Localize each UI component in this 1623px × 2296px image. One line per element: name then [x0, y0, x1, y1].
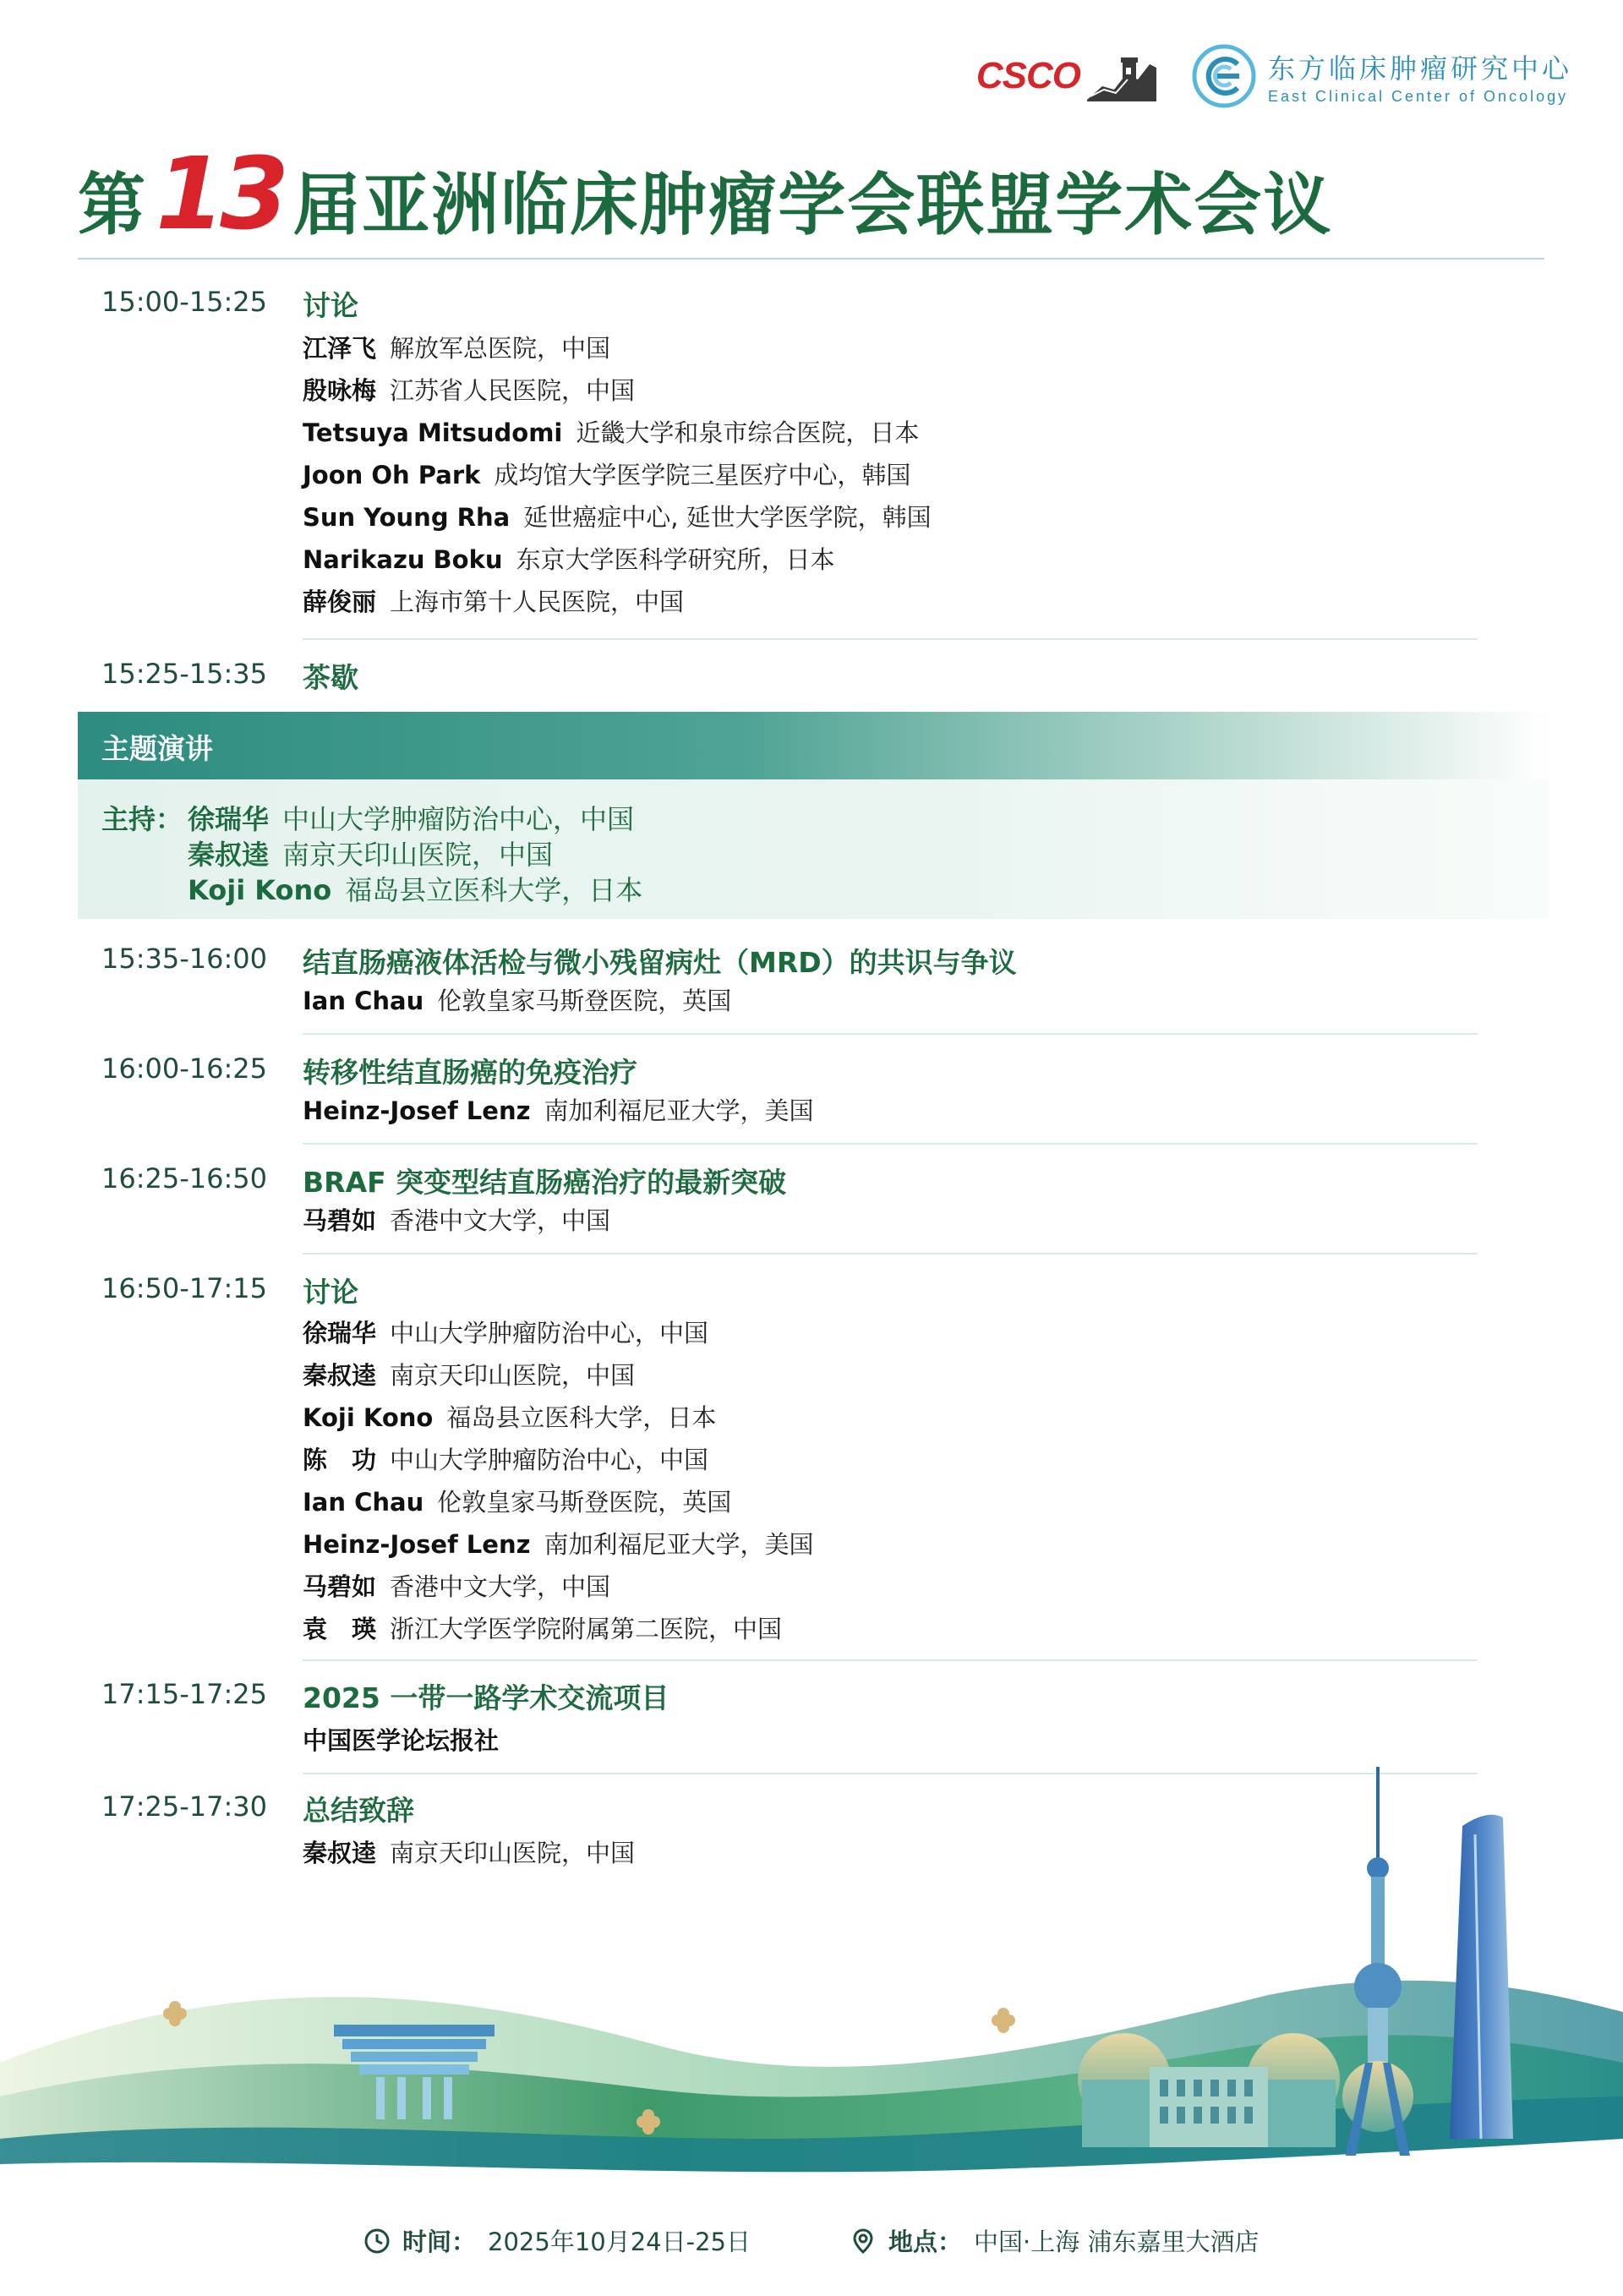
ecco-logo — [1192, 44, 1572, 108]
chair: Koji Kono 福岛县立医科大学，日本 — [188, 874, 643, 906]
panelist: Narikazu Boku 东京大学医科学研究所，日本 — [303, 545, 835, 574]
organizer: 中国医学论坛报社 — [303, 1726, 500, 1755]
panelist: 袁 瑛 浙江大学医学院附属第二医院，中国 — [303, 1615, 783, 1643]
row-divider — [303, 1033, 1478, 1035]
oriental-pearl-tower-icon — [1342, 1767, 1413, 2156]
time-value: 2025年10月24日-25日 — [488, 2228, 751, 2256]
panelist: 徐瑞华 中山大学肿瘤防治中心，中国 — [303, 1319, 709, 1348]
great-wall-icon — [1085, 49, 1158, 103]
session-time: 17:15-17:25 — [101, 1678, 267, 1710]
title-suffix: 届亚洲临床肿瘤学会联盟学术会议 — [292, 166, 1333, 244]
shanghai-tower-icon — [1450, 1815, 1513, 2139]
panelist: Joon Oh Park 成均馆大学医学院三星医疗中心，韩国 — [303, 461, 911, 489]
session-topic: 转移性结直肠癌的免疫治疗 — [303, 1056, 637, 1089]
speaker: 秦叔逵 南京天印山医院，中国 — [303, 1839, 636, 1867]
row-divider — [303, 1143, 1478, 1145]
panelist: 陈 功 中山大学肿瘤防治中心，中国 — [303, 1446, 709, 1474]
panelist: 殷咏梅 江苏省人民医院，中国 — [303, 376, 636, 405]
session-topic: 讨论 — [303, 1276, 358, 1309]
time-label: 时间： — [402, 2228, 477, 2256]
panelist: Heinz-Josef Lenz 南加利福尼亚大学，美国 — [303, 1530, 814, 1559]
section-title: 主题演讲 — [101, 732, 213, 765]
event-time — [363, 2223, 751, 2258]
title-number: 13 — [156, 135, 285, 252]
speaker: Heinz-Josef Lenz 南加利福尼亚大学，美国 — [303, 1096, 814, 1125]
chair: 秦叔逵 南京天印山医院，中国 — [188, 839, 554, 871]
event-venue — [850, 2223, 1259, 2258]
panelist: Tetsuya Mitsudomi 近畿大学和泉市综合医院，日本 — [303, 418, 920, 447]
session-topic: 茶歇 — [303, 661, 358, 694]
panelist: 薛俊丽 上海市第十人民医院，中国 — [303, 588, 685, 616]
session-topic: 结直肠癌液体活检与微小残留病灶（MRD）的共识与争议 — [303, 946, 1017, 979]
logo-group — [976, 34, 1572, 118]
panelist: 马碧如 香港中文大学，中国 — [303, 1572, 611, 1601]
session-time: 15:00-15:25 — [101, 286, 267, 318]
row-divider — [303, 638, 1478, 640]
session-time: 15:25-15:35 — [101, 658, 267, 690]
speaker: 马碧如 香港中文大学，中国 — [303, 1206, 611, 1235]
row-divider — [303, 1253, 1478, 1255]
chair-panel — [78, 779, 1549, 919]
section-band — [78, 712, 1549, 779]
title-divider — [78, 258, 1544, 260]
csco-logo-text: CSCO — [975, 55, 1080, 96]
ecco-emblem-icon — [1192, 44, 1256, 108]
session-time: 16:00-16:25 — [101, 1052, 267, 1085]
session-time: 16:25-16:50 — [101, 1162, 267, 1194]
session-time: 16:50-17:15 — [101, 1272, 267, 1304]
panelist: Koji Kono 福岛县立医科大学，日本 — [303, 1403, 717, 1432]
chair-label: 主持： — [101, 803, 183, 835]
shanghai-skyline-illustration — [0, 1741, 1623, 2215]
row-divider — [303, 1659, 1478, 1661]
speaker: Ian Chau 伦敦皇家马斯登医院，英国 — [303, 987, 732, 1015]
session-topic: BRAF 突变型结直肠癌治疗的最新突破 — [303, 1166, 787, 1199]
venue-label: 地点： — [888, 2228, 963, 2256]
panelist: Ian Chau 伦敦皇家马斯登医院，英国 — [303, 1488, 732, 1517]
panelist: 江泽飞 解放军总医院，中国 — [303, 334, 611, 363]
chair: 徐瑞华 中山大学肿瘤防治中心，中国 — [188, 803, 635, 835]
panelist: 秦叔逵 南京天印山医院，中国 — [303, 1361, 636, 1390]
session-topic: 总结致辞 — [303, 1794, 414, 1827]
session-time: 15:35-16:00 — [101, 943, 267, 975]
session-topic: 2025 一带一路学术交流项目 — [303, 1681, 669, 1714]
session-topic: 讨论 — [303, 289, 358, 322]
session-time: 17:25-17:30 — [101, 1790, 267, 1823]
center-name-en: East Clinical Center of Oncology — [1267, 87, 1569, 105]
title-prefix: 第 — [78, 166, 147, 244]
venue-value: 中国·上海 浦东嘉里大酒店 — [974, 2228, 1260, 2256]
location-pin-icon — [850, 2228, 877, 2255]
panelist: Sun Young Rha 延世癌症中心, 延世大学医学院，韩国 — [303, 503, 932, 532]
center-name-cn: 东方临床肿瘤研究中心 — [1267, 52, 1572, 85]
csco-logo — [976, 49, 1158, 103]
page-title — [78, 135, 1332, 252]
clock-icon — [363, 2228, 391, 2255]
